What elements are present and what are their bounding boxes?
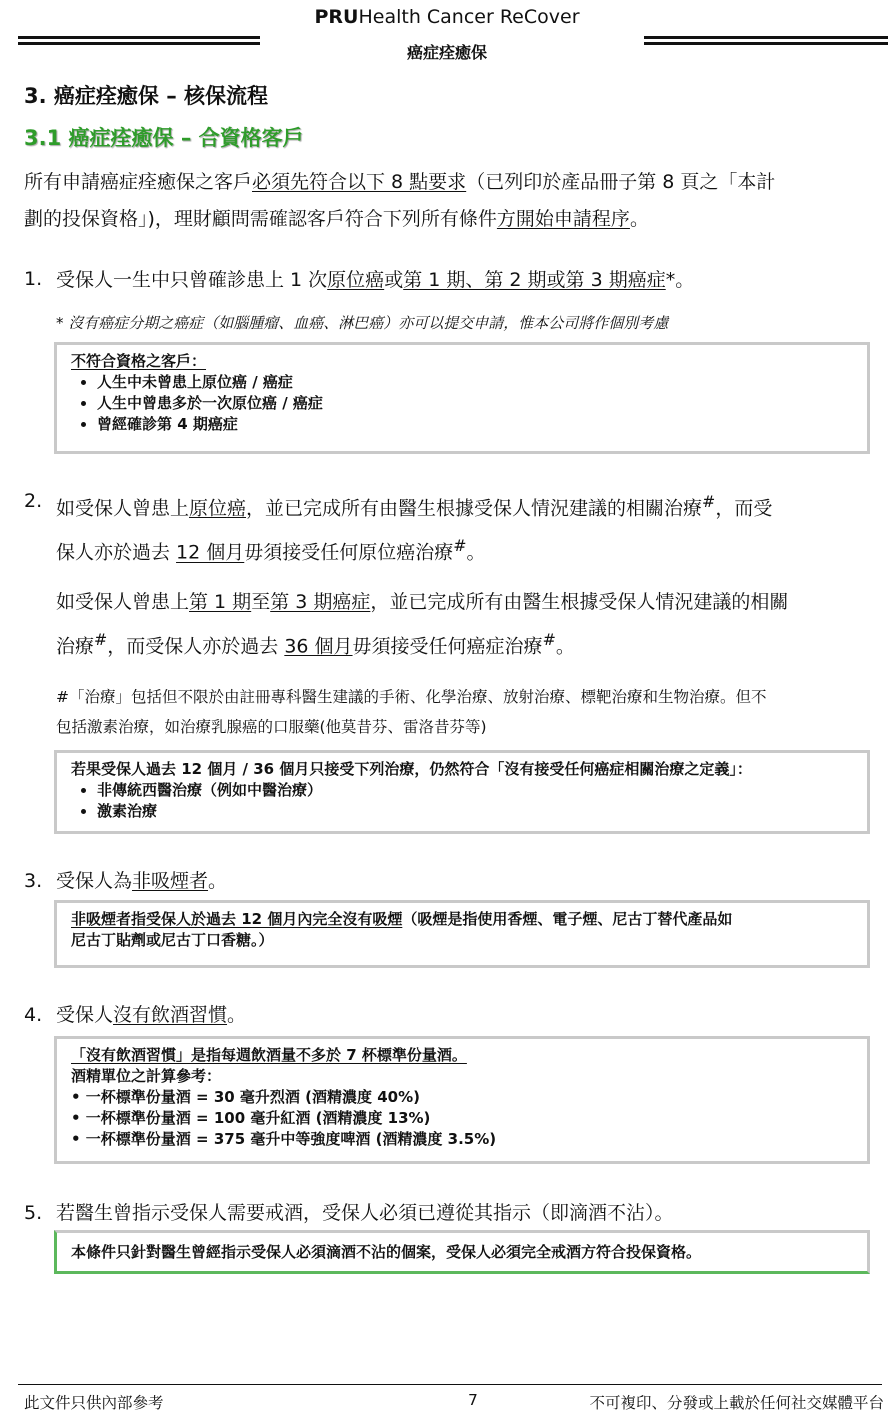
list-item: • 一杯標準份量酒 = 30 毫升烈酒 (酒精濃度 40%) — [71, 1088, 420, 1106]
item-5: 5. — [24, 1202, 43, 1224]
intro-paragraph: 所有申請癌症痊癒保之客戶必須先符合以下 8 點要求（已列印於產品冊子第 8 頁之「本計 劃的投保資格」)，理財顧問需確認客戶符合下列所有條件方開始申請程序。 — [24, 171, 776, 230]
item-3: 3. — [24, 870, 43, 892]
alcohol-box-subtitle: 酒精單位之計算參考： — [71, 1067, 222, 1085]
list-item: • 一杯標準份量酒 = 375 毫升中等強度啤酒 (酒精濃度 3.5%) — [71, 1130, 497, 1148]
list-item: • 人生中曾患多於一次原位癌 / 癌症 — [97, 393, 853, 414]
list-item: • 激素治療 — [97, 801, 853, 822]
treatment-exception-box — [54, 750, 870, 834]
item-2-text-a: 如受保人曾患上原位癌，並已完成所有由醫生根據受保人情況建議的相關治療#，而受 保人亦於過去 12 個月毋須接受任何原位癌治療#。 — [56, 492, 773, 564]
list-item: • 一杯標準份量酒 = 100 毫升紅酒 (酒精濃度 13%) — [71, 1109, 431, 1127]
product-subtitle: 癌症痊癒保 — [406, 43, 487, 62]
item-1-note: * 沒有癌症分期之癌症（如腦腫瘤、血癌、淋巴癌）亦可以提交申請，惟本公司將作個別考慮 — [56, 314, 669, 332]
brand-title: PRUHealth Cancer ReCover — [314, 6, 580, 28]
page-number: 7 — [468, 1391, 478, 1409]
abstinence-box: 本條件只針對醫生曾經指示受保人必須滴酒不沾的個案，受保人必須完全戒酒方符合投保資格。 — [54, 1230, 870, 1274]
item-1-text: 受保人一生中只曾確診患上 1 次原位癌或第 1 期、第 2 期或第 3 期癌症*。 — [56, 269, 695, 291]
item-5-text: 若醫生曾指示受保人需要戒酒，受保人必須已遵從其指示（即滴酒不沾）。 — [56, 1202, 674, 1224]
treatment-footnote: #「治療」包括但不限於由註冊專科醫生建議的手術、化學治療、放射治療、標靶治療和生物治療。但不 包括激素治療，如治療乳腺癌的口服藥(他莫昔芬、雷洛昔芬等) — [56, 688, 767, 736]
alcohol-box — [54, 1036, 870, 1164]
ineligible-box-title: 不符合資格之客戶： — [71, 352, 207, 370]
list-item: • 人生中未曾患上原位癌 / 癌症 — [97, 372, 853, 393]
footer-left: 此文件只供內部參考 — [24, 1394, 164, 1412]
item-1: 1. — [24, 268, 43, 290]
item-4: 4. — [24, 1004, 43, 1026]
subsection-title: 3.1 癌症痊癒保 – 合資格客戶 — [24, 126, 304, 150]
section-title: 3. 癌症痊癒保 – 核保流程 — [24, 84, 269, 108]
item-3-text: 受保人為非吸煙者。 — [56, 870, 228, 892]
list-item: • 非傳統西醫治療（例如中醫治療） — [97, 780, 853, 801]
item-2-text-b: 如受保人曾患上第 1 期至第 3 期癌症，並已完成所有由醫生根據受保人情況建議的相關 治療#，而受保人亦於過去 36 個月毋須接受任何癌症治療#。 — [56, 591, 789, 658]
footer-right: 不可複印、分發或上載於任何社交媒體平台 — [589, 1394, 884, 1412]
list-item: • 曾經確診第 4 期癌症 — [97, 414, 853, 435]
ineligible-box — [54, 342, 870, 454]
item-2: 2. — [24, 490, 43, 512]
treatment-box-title: 若果受保人過去 12 個月 / 36 個月只接受下列治療，仍然符合「沒有接受任何癌症相關治療之定義」： — [71, 760, 752, 778]
non-smoker-box: 非吸煙者指受保人於過去 12 個月內完全沒有吸煙（吸煙是指使用香煙、電子煙、尼古丁替代產品如 尼古丁貼劑或尼古丁口香糖。） — [54, 900, 870, 968]
item-4-text: 受保人沒有飲酒習慣。 — [56, 1004, 247, 1026]
footer-rule — [18, 1384, 882, 1385]
alcohol-box-title: 「沒有飲酒習慣」是指每週飲酒量不多於 7 杯標準份量酒。 — [71, 1046, 467, 1064]
